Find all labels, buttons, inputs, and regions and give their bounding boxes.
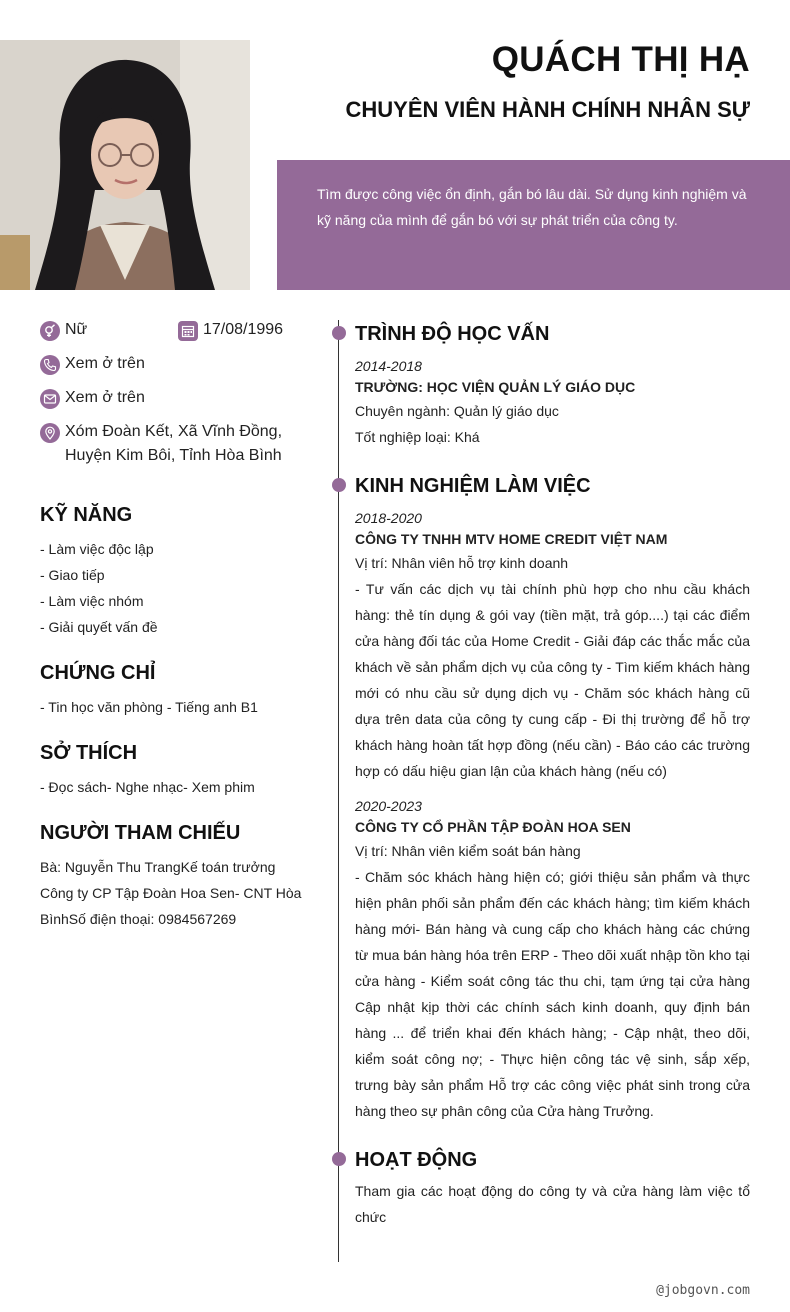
- skills-title: KỸ NĂNG: [40, 504, 133, 526]
- location-pin-icon: [40, 423, 60, 443]
- certificates-text: - Tin học văn phòng - Tiếng anh B1: [40, 699, 258, 715]
- phone-value: Xem ở trên: [65, 355, 145, 372]
- career-objective: [277, 160, 790, 290]
- hobbies-title: SỞ THÍCH: [40, 742, 138, 764]
- portrait-illustration: [0, 40, 250, 290]
- objective-text: Tìm được công việc ổn định, gắn bó lâu dài. Sử dụng kinh nghiệm và kỹ năng của mình để gắn bó với sự phát triển của công ty.: [317, 186, 747, 228]
- profile-photo: [0, 40, 250, 290]
- info-row-address: [40, 420, 310, 468]
- skills-section: [40, 502, 310, 640]
- education-period: 2014-2018: [355, 358, 422, 374]
- references-text: Bà: Nguyễn Thu TrangKế toán trưởng Công ty CP Tập Đoàn Hoa Sen- CNT Hòa BìnhSố điện thoại: 0984567269: [40, 859, 302, 927]
- job-company: CÔNG TY TNHH MTV HOME CREDIT VIỆT NAM: [355, 531, 668, 547]
- skill-item: - Giải quyết vấn đề: [40, 619, 158, 635]
- job-description: - Chăm sóc khách hàng hiện có; giới thiệu sản phẩm và thực hiện phân phối sản phẩm đến các khách hàng; tìm kiếm khách hàng mới- Bán hàng và cung cấp cho khách hàng các chứng từ mua bán hàng hóa trên ERP - Theo dõi xuất nhập tồn kho tại cửa hàng - Kiểm soát công tác thu chi, tạm ứng tại cửa hàng Cập nhật kịp thời các chính sách kinh doanh, quy định bán hàng ... để triển khai đến khách hàng; - Cập nhật, theo dõi, kiểm soát công nợ; - Thực hiện công tác vệ sinh, sắp xếp, trưng bày sản phẩm Hỗ trợ các công việc phát sinh trong cửa hàng theo sự phân công của Cửa hàng Trưởng.: [355, 869, 750, 1119]
- timeline-line: [338, 320, 339, 1262]
- candidate-name: QUÁCH THỊ HẠ: [491, 40, 750, 79]
- certificates-title: CHỨNG CHỈ: [40, 662, 156, 684]
- timeline-dot: [332, 478, 346, 492]
- calendar-icon: [178, 321, 198, 341]
- timeline-dot: [332, 1152, 346, 1166]
- education-grade: Tốt nghiệp loại: Khá: [355, 429, 480, 445]
- job-position: Vị trí: Nhân viên kiểm soát bán hàng: [355, 843, 581, 859]
- references-title: NGƯỜI THAM CHIẾU: [40, 822, 241, 844]
- info-row-email: [40, 386, 310, 410]
- experience-title: KINH NGHIỆM LÀM VIỆC: [355, 475, 591, 497]
- skill-item: - Giao tiếp: [40, 567, 105, 583]
- info-row-gender-birthday: [40, 318, 310, 342]
- email-icon: [40, 389, 60, 409]
- gender-value: Nữ: [65, 321, 88, 338]
- education-title: TRÌNH ĐỘ HỌC VẤN: [355, 323, 550, 345]
- left-column: [40, 318, 310, 932]
- right-column: [355, 320, 750, 1230]
- job-description: - Tư vấn các dịch vụ tài chính phù hợp cho nhu cầu khách hàng: thẻ tín dụng & gói vay (tiền mặt, trả góp....) tại các điểm cửa hàng đối tác của Home Credit - Giải đáp các thắc mắc của khách về sản phẩm dịch vụ của công ty - Tìm kiếm khách hàng mới có nhu cầu sử dụng dịch vụ - Chăm sóc khách hàng cũ dựa trên data của công ty cung cấp - Đi thị trường để hỗ trợ khách hàng hoàn tất hợp đồng (nếu cần) - Báo cáo các trường hợp có dấu hiệu gian lận của khách hàng (nếu có): [355, 581, 750, 779]
- job-period: 2020-2023: [355, 798, 422, 814]
- email-value: Xem ở trên: [65, 389, 145, 406]
- address-value: Xóm Đoàn Kết, Xã Vĩnh Đồng, Huyện Kim Bôi, Tỉnh Hòa Bình: [65, 423, 283, 464]
- certificates-section: [40, 660, 310, 720]
- education-school: TRƯỜNG: HỌC VIỆN QUẢN LÝ GIÁO DỤC: [355, 379, 636, 395]
- birthday-value: 17/08/1996: [203, 321, 284, 338]
- education-section: [355, 320, 750, 450]
- birthday-item: [178, 318, 283, 342]
- job-entry: [355, 508, 750, 784]
- skill-item: - Làm việc độc lập: [40, 541, 154, 557]
- job-entry: [355, 796, 750, 1124]
- hobbies-text: - Đọc sách- Nghe nhạc- Xem phim: [40, 779, 255, 795]
- skill-item: - Làm việc nhóm: [40, 593, 144, 609]
- references-section: [40, 820, 310, 932]
- gender-item: [40, 318, 178, 342]
- info-row-phone: [40, 352, 310, 376]
- experience-section: [355, 472, 750, 1124]
- job-title: CHUYÊN VIÊN HÀNH CHÍNH NHÂN SỰ: [345, 97, 750, 122]
- activities-section: [355, 1146, 750, 1230]
- footer-watermark: @jobgovn.com: [656, 1283, 750, 1298]
- timeline-dot: [332, 326, 346, 340]
- education-major: Chuyên ngành: Quản lý giáo dục: [355, 403, 559, 419]
- hobbies-section: [40, 740, 310, 800]
- job-position: Vị trí: Nhân viên hỗ trợ kinh doanh: [355, 555, 569, 571]
- activities-text: Tham gia các hoạt động do công ty và cửa hàng làm việc tổ chức: [355, 1183, 750, 1225]
- gender-icon: [40, 321, 60, 341]
- phone-icon: [40, 355, 60, 375]
- job-company: CÔNG TY CỔ PHẦN TẬP ĐOÀN HOA SEN: [355, 819, 631, 835]
- activities-title: HOẠT ĐỘNG: [355, 1149, 478, 1171]
- job-period: 2018-2020: [355, 510, 422, 526]
